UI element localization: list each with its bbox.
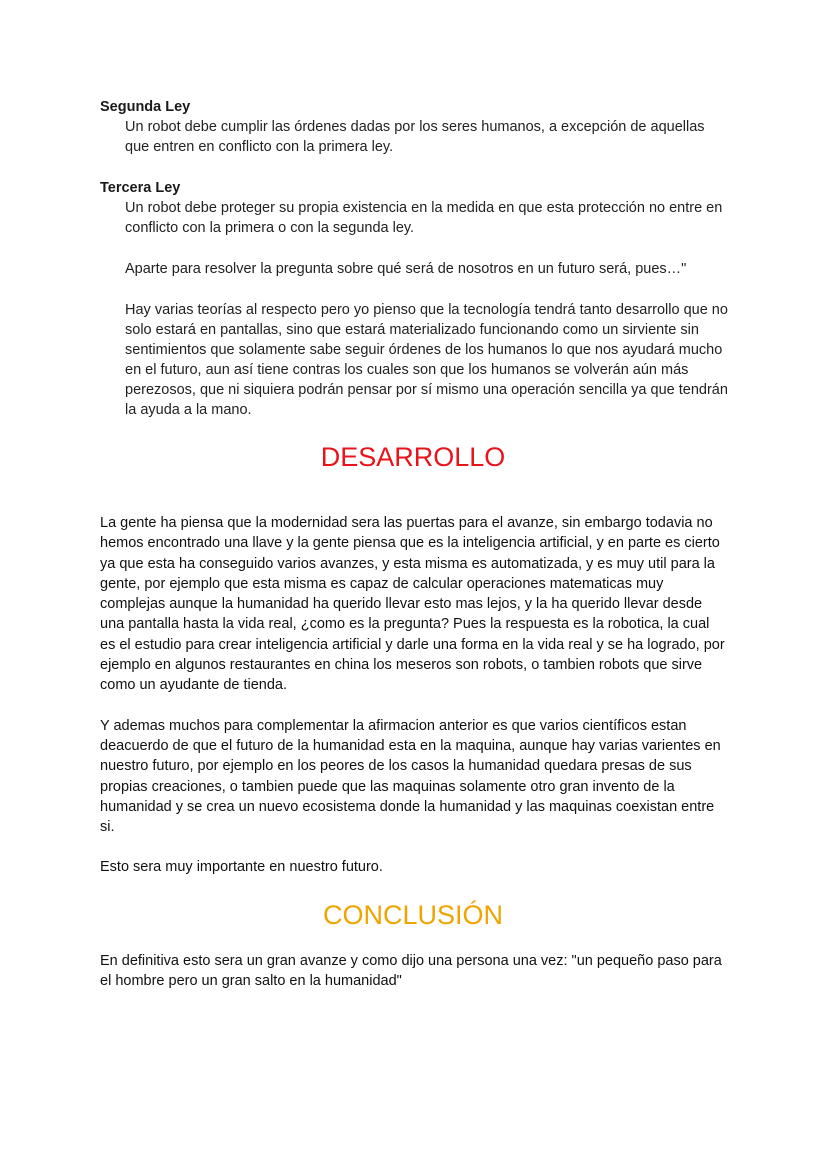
conclusion-paragraph: En definitiva esto sera un gran avanze y como dijo una persona una vez: "un pequeño paso para el hombre pero un gran salto en la humanidad" xyxy=(100,952,722,990)
desarrollo-title: DESARROLLO xyxy=(320,442,506,472)
desarrollo-paragraph-1: La gente ha piensa que la modernidad sera las puertas para el avanze, sin embargo todavia no hemos encontrado una llave y la gente piensa que es la inteligencia artificial, y en parte es cierto ya que esta ha conseguido varios avanzes, y esta misma es automatizada, y es muy util para la gente, por ejemplo que esta misma es capaz de calcular operaciones matematicas muy complejas aunque la humanidad ha querido llevar esto mas lejos, y la ha querido llevar desde una pantalla hasta la vida real, ¿como es la pregunta? Pues la respuesta es la robotica, la cual es el estudio para crear inteligencia artificial y darle una forma en la vida real y se ha logrado, por ejemplo en algunos restaurantes en china los meseros son robots, o tambien robots que sirve como un ayudante de tienda. xyxy=(100,515,725,694)
law-text-tercera: Un robot debe proteger su propia existencia en la medida en que esta protección no entre en conflicto con la primera o con la segunda ley. xyxy=(125,200,723,236)
document-page xyxy=(100,97,730,991)
law-text-segunda: Un robot debe cumplir las órdenes dadas por los seres humanos, a excepción de aquellas que entren en conflicto con la primera ley. xyxy=(125,119,705,155)
desarrollo-paragraph-3: Esto sera muy importante en nuestro futuro. xyxy=(100,859,383,876)
intro-opinion: Hay varias teorías al respecto pero yo pienso que la tecnología tendrá tanto desarrollo que no solo estará en pantallas, sino que estará materializado funcionando como un sirviente sin sentimientos que solamente sabe seguir órdenes de los humanos lo que nos ayudará mucho en el futuro, aun así tiene contras los cuales son que los humanos se volverán aún más perezosos, que ni siquiera podrán pensar por sí mismo una operación sencilla ya que tendrán la ayuda a la mano. xyxy=(125,302,728,418)
conclusion-title: CONCLUSIÓN xyxy=(322,899,504,930)
law-heading-tercera: Tercera Ley xyxy=(100,180,181,196)
intro-question: Aparte para resolver la pregunta sobre qué será de nosotros en un futuro será, pues…" xyxy=(125,261,687,277)
law-heading-segunda: Segunda Ley xyxy=(100,99,191,115)
desarrollo-paragraph-2: Y ademas muchos para complementar la afirmacion anterior es que varios científicos estan deacuerdo de que el futuro de la humanidad esta en la maquina, aunque hay varias varientes en nuestro futuro, por ejemplo en los peores de los casos la humanidad quedara presas de sus propias creaciones, o tambien puede que las maquinas solamente otro gran invento de la humanidad y se crea un nuevo ecosistema donde la humanidad y las maquinas coexistan entre si. xyxy=(100,717,721,836)
